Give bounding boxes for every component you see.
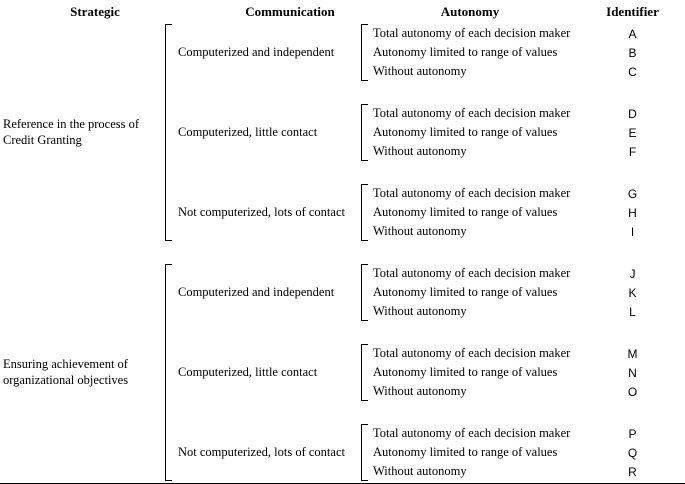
autonomy-label: Autonomy limited to range of values [373,365,558,379]
communication-bracket [165,264,173,481]
strategic-group [0,24,685,241]
identifier-cell: R [628,464,637,479]
autonomy-label: Without autonomy [373,144,467,158]
autonomy-row [369,24,685,43]
identifier-cell: F [628,144,637,159]
communication-label: Computerized and independent [178,285,335,299]
identifier-cell: L [629,304,636,319]
autonomy-label: Total autonomy of each decision maker [373,426,571,440]
identifier-cell: A [628,26,637,41]
identifier-cell: B [628,45,637,60]
autonomy-row [369,62,685,81]
identifier-cell: O [627,384,638,399]
autonomy-row [369,203,685,222]
autonomy-row [369,222,685,241]
autonomy-bracket [361,104,369,161]
autonomy-label: Without autonomy [373,304,467,318]
strategic-label: Ensuring achievement of organizational objectives [3,356,129,387]
communication-label: Not computerized, lots of contact [178,445,345,459]
autonomy-row [369,344,685,363]
identifier-cell: D [628,106,637,121]
communication-label: Computerized and independent [178,45,335,59]
identifier-cell: J [629,266,636,281]
strategic-label: Reference in the process of Credit Granting [3,116,140,147]
autonomy-label: Without autonomy [373,384,467,398]
column-header-strategic: Strategic [70,4,120,19]
autonomy-row [369,142,685,161]
autonomy-bracket [361,264,369,321]
communication-block [173,24,685,81]
identifier-cell: K [628,285,637,300]
identifier-cell: I [630,224,635,239]
identifier-cell: Q [627,445,638,460]
autonomy-row [369,123,685,142]
autonomy-row [369,424,685,443]
autonomy-label: Total autonomy of each decision maker [373,26,571,40]
identifier-cell: P [628,426,637,441]
communication-block [173,344,685,401]
autonomy-label: Autonomy limited to range of values [373,125,558,139]
autonomy-label: Without autonomy [373,64,467,78]
strategic-group [0,264,685,481]
communication-label: Computerized, little contact [178,365,318,379]
autonomy-row [369,443,685,462]
identifier-cell: G [627,186,638,201]
autonomy-row [369,462,685,481]
communication-block [173,104,685,161]
autonomy-row [369,264,685,283]
autonomy-row [369,302,685,321]
autonomy-row [369,184,685,203]
communication-label: Computerized, little contact [178,125,318,139]
communication-block [173,184,685,241]
autonomy-label: Total autonomy of each decision maker [373,106,571,120]
communication-label: Not computerized, lots of contact [178,205,345,219]
autonomy-label: Autonomy limited to range of values [373,285,558,299]
autonomy-row [369,104,685,123]
communication-block [173,264,685,321]
autonomy-row [369,43,685,62]
autonomy-bracket [361,344,369,401]
autonomy-label: Autonomy limited to range of values [373,45,558,59]
column-header-row [0,0,685,24]
autonomy-label: Without autonomy [373,224,467,238]
communication-block [173,424,685,481]
autonomy-bracket [361,424,369,481]
column-header-communication: Communication [245,4,335,19]
autonomy-bracket [361,24,369,81]
autonomy-row [369,382,685,401]
autonomy-label: Total autonomy of each decision maker [373,266,571,280]
autonomy-label: Autonomy limited to range of values [373,205,558,219]
autonomy-label: Total autonomy of each decision maker [373,186,571,200]
communication-bracket [165,24,173,241]
identifier-cell: M [627,346,638,361]
identifier-cell: N [628,365,637,380]
autonomy-label: Total autonomy of each decision maker [373,346,571,360]
autonomy-row [369,363,685,382]
autonomy-label: Without autonomy [373,464,467,478]
identifier-cell: E [628,125,637,140]
autonomy-bracket [361,184,369,241]
column-header-identifier: Identifier [606,4,659,19]
autonomy-row [369,283,685,302]
identifier-cell: C [628,64,637,79]
autonomy-label: Autonomy limited to range of values [373,445,558,459]
column-header-autonomy: Autonomy [440,4,500,19]
identifier-cell: H [628,205,637,220]
